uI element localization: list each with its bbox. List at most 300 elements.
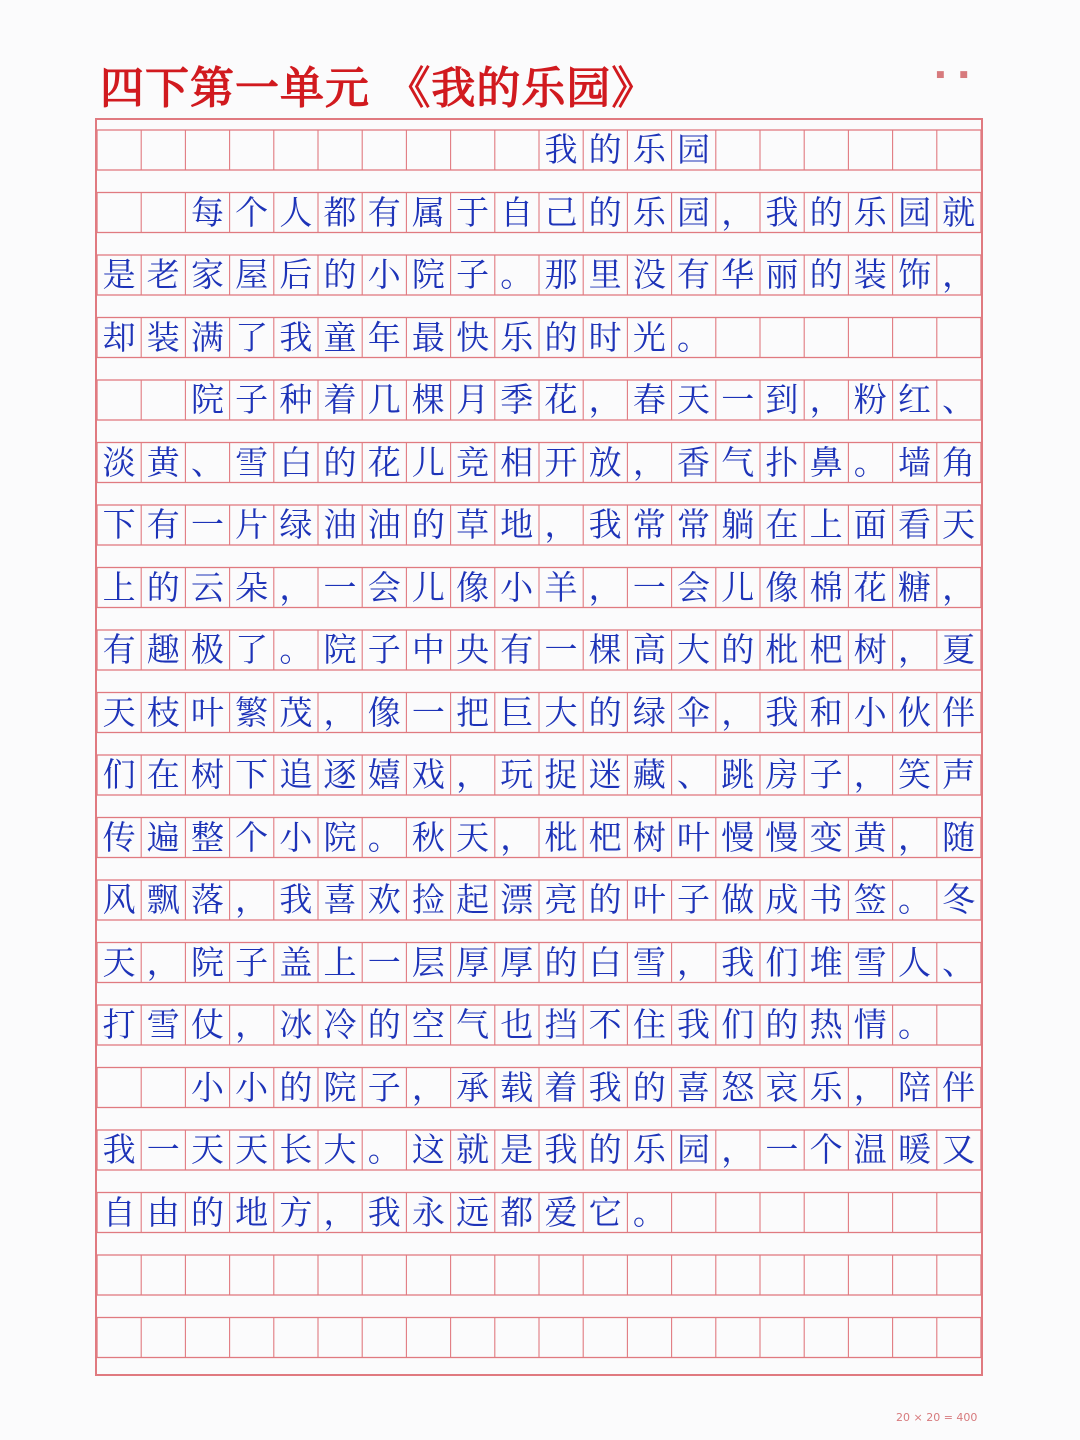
grid-cell: 我 — [279, 317, 313, 357]
grid-cell: 的 — [809, 255, 843, 294]
grid-cell — [671, 1255, 715, 1295]
grid-cell: 漂 — [500, 880, 534, 919]
grid-cell: 伴 — [942, 692, 976, 732]
grid-cell: 墙 — [897, 442, 931, 482]
grid-cell: 和 — [809, 692, 843, 732]
grid-cell: 天 — [235, 1130, 269, 1169]
grid-cell: 屋 — [235, 255, 269, 294]
grid-cell: 。 — [897, 1005, 931, 1044]
grid-cell: 季 — [500, 380, 534, 419]
grid-cell: 院 — [323, 630, 357, 669]
grid-cell: 的 — [809, 192, 843, 232]
grid-cell — [141, 380, 185, 420]
grid-cell: 我 — [544, 130, 578, 169]
grid-cell: 个 — [809, 1130, 843, 1169]
grid-cell: 了 — [235, 630, 269, 669]
grid-cell: 气 — [721, 442, 755, 482]
grid-cell: 我 — [544, 1130, 578, 1169]
grid-cell — [274, 1318, 318, 1358]
grid-cell: 载 — [500, 1067, 534, 1107]
grid-cell: 变 — [809, 817, 843, 857]
grid-cell: 乐 — [500, 317, 534, 357]
essay-row — [97, 568, 985, 608]
grid-cell: 我 — [721, 942, 755, 982]
grid-cell: 传 — [102, 817, 136, 857]
grid-cell: 逐 — [323, 755, 357, 794]
grid-cell — [804, 130, 848, 170]
grid-cell: 就 — [942, 192, 976, 232]
grid-cell — [97, 1318, 141, 1358]
grid-cell: 我 — [367, 1192, 401, 1232]
grid-cell: 声 — [942, 755, 976, 794]
grid-cell — [230, 1318, 274, 1358]
grid-cell: 我 — [102, 1130, 136, 1169]
grid-cell: 院 — [323, 1067, 357, 1107]
grid-cell — [937, 1255, 981, 1295]
grid-cell: 子 — [235, 942, 269, 982]
grid-cell — [406, 1318, 450, 1358]
grid-paper — [95, 118, 983, 1376]
grid-cell: 红 — [897, 380, 931, 419]
grid-cell — [230, 1255, 274, 1295]
grid-cell: 乐 — [632, 130, 666, 169]
grid-cell: 冷 — [323, 1005, 357, 1044]
grid-cell: 在 — [765, 505, 799, 544]
grid-cell: 一 — [544, 630, 578, 669]
grid-cell: 一 — [411, 692, 445, 732]
grid-cell: 仗 — [190, 1005, 224, 1044]
grid-cell: 杷 — [588, 817, 622, 857]
grid-cell: 云 — [190, 567, 224, 607]
grid-cell: 极 — [190, 630, 224, 669]
grid-cell — [627, 1255, 671, 1295]
corner-mark: ■ ■ — [936, 70, 974, 80]
grid-cell: 着 — [323, 380, 357, 419]
grid-cell: 一 — [632, 567, 666, 607]
grid-cell: 自 — [500, 192, 534, 232]
grid-cell: 有 — [146, 505, 180, 544]
grid-cell: 淡 — [102, 442, 136, 482]
grid-cell: 就 — [456, 1130, 490, 1169]
grid-cell — [362, 1255, 406, 1295]
grid-cell: ， — [323, 692, 357, 732]
grid-cell — [97, 130, 141, 170]
grid-cell: 把 — [456, 692, 490, 732]
grid-cell: 大 — [677, 630, 711, 669]
grid-cell: 们 — [102, 755, 136, 794]
grid-cell — [937, 1318, 981, 1358]
grid-cell: ， — [146, 942, 180, 982]
grid-cell: 跳 — [721, 755, 755, 794]
grid-cell: 挡 — [544, 1005, 578, 1044]
grid-cell: 油 — [323, 505, 357, 544]
grid-cell: 层 — [411, 942, 445, 982]
grid-cell: 了 — [235, 317, 269, 357]
grid-cell — [97, 380, 141, 420]
grid-cell: 我 — [677, 1005, 711, 1044]
grid-cell: ， — [235, 880, 269, 919]
grid-cell: 下 — [102, 505, 136, 544]
grid-cell: 上 — [323, 942, 357, 982]
grid-cell: 院 — [190, 942, 224, 982]
grid-cell — [892, 1318, 936, 1358]
grid-cell: 气 — [456, 1005, 490, 1044]
grid-cell: 方 — [279, 1192, 313, 1232]
grid-cell — [760, 1318, 804, 1358]
essay-row — [97, 193, 985, 233]
grid-cell: 成 — [765, 880, 799, 919]
grid-cell: 秋 — [411, 817, 445, 857]
grid-cell: 追 — [279, 755, 313, 794]
grid-cell — [671, 1318, 715, 1358]
grid-cell: 又 — [942, 1130, 976, 1169]
grid-cell: 叶 — [632, 880, 666, 919]
grid-cell: 扑 — [765, 442, 799, 482]
grid-cell: 子 — [367, 1067, 401, 1107]
grid-cell: ， — [721, 192, 755, 232]
grid-cell: 上 — [102, 567, 136, 607]
grid-cell: 面 — [853, 505, 887, 544]
grid-cell: 的 — [588, 130, 622, 169]
grid-cell: 光 — [632, 317, 666, 357]
grid-cell — [539, 1255, 583, 1295]
grid-cell: 怒 — [721, 1067, 755, 1107]
grid-cell: 是 — [102, 255, 136, 294]
grid-cell: 情 — [853, 1005, 887, 1044]
grid-cell — [185, 1255, 229, 1295]
grid-cell: 子 — [809, 755, 843, 794]
grid-cell: 盖 — [279, 942, 313, 982]
grid-cell: 中 — [411, 630, 445, 669]
grid-cell: 丽 — [765, 255, 799, 294]
grid-cell: 童 — [323, 317, 357, 357]
grid-cell: 像 — [456, 567, 490, 607]
grid-cell: 的 — [544, 317, 578, 357]
essay-row — [97, 380, 985, 420]
grid-cell: 慢 — [765, 817, 799, 857]
grid-cell: 每 — [190, 192, 224, 232]
grid-cell: 家 — [190, 255, 224, 294]
grid-cell: 香 — [677, 442, 711, 482]
grid-cell: 玩 — [500, 755, 534, 794]
grid-cell: 月 — [456, 380, 490, 419]
grid-cell — [937, 130, 981, 170]
grid-cell — [495, 130, 539, 170]
grid-cell: 我 — [588, 505, 622, 544]
grid-cell — [804, 318, 848, 358]
grid-cell — [141, 130, 185, 170]
grid-cell — [97, 193, 141, 233]
grid-cell: 整 — [190, 817, 224, 857]
grid-cell: 有 — [500, 630, 534, 669]
grid-cell — [406, 130, 450, 170]
grid-cell: 院 — [411, 255, 445, 294]
grid-cell: 装 — [853, 255, 887, 294]
grid-cell: 伴 — [942, 1067, 976, 1107]
grid-cell — [716, 1193, 760, 1233]
grid-cell: 慢 — [721, 817, 755, 857]
grid-cell — [848, 318, 892, 358]
grid-cell: 雪 — [146, 1005, 180, 1044]
grid-cell: 的 — [367, 1005, 401, 1044]
grid-cell — [318, 1255, 362, 1295]
grid-cell: 常 — [632, 505, 666, 544]
grid-cell — [362, 1318, 406, 1358]
grid-cell: 这 — [411, 1130, 445, 1169]
grid-cell: 黄 — [853, 817, 887, 857]
grid-cell: ， — [588, 567, 622, 607]
grid-cell — [539, 1318, 583, 1358]
grid-cell: 看 — [897, 505, 931, 544]
grid-cell: 由 — [146, 1192, 180, 1232]
grid-cell: 欢 — [367, 880, 401, 919]
grid-cell — [848, 1318, 892, 1358]
essay-row — [97, 255, 985, 295]
grid-cell — [97, 1255, 141, 1295]
grid-cell — [716, 130, 760, 170]
grid-cell: 角 — [942, 442, 976, 482]
grid-cell: 趣 — [146, 630, 180, 669]
grid-cell: 几 — [367, 380, 401, 419]
grid-cell: 下 — [235, 755, 269, 794]
grid-cell: 我 — [279, 880, 313, 919]
grid-cell: 叶 — [190, 692, 224, 732]
grid-cell — [141, 193, 185, 233]
grid-cell — [848, 130, 892, 170]
essay-row — [97, 1255, 985, 1295]
grid-cell: 不 — [588, 1005, 622, 1044]
grid-cell: ， — [632, 442, 666, 482]
grid-cell: 有 — [102, 630, 136, 669]
grid-cell: 天 — [677, 380, 711, 419]
grid-cell: 有 — [367, 192, 401, 232]
grid-cell: 白 — [588, 942, 622, 982]
grid-cell: 绿 — [632, 692, 666, 732]
essay-row — [97, 443, 985, 483]
grid-cell — [716, 1255, 760, 1295]
grid-cell — [937, 318, 981, 358]
grid-cell: 子 — [677, 880, 711, 919]
grid-cell: 树 — [853, 630, 887, 669]
grid-cell: 高 — [632, 630, 666, 669]
grid-cell: ， — [235, 1005, 269, 1044]
grid-cell — [97, 1068, 141, 1108]
grid-cell: 乐 — [632, 1130, 666, 1169]
grid-cell: 也 — [500, 1005, 534, 1044]
grid-cell: ， — [588, 380, 622, 419]
grid-cell: 子 — [235, 380, 269, 419]
essay-row — [97, 880, 985, 920]
grid-cell: 春 — [632, 380, 666, 419]
grid-cell: 、 — [190, 442, 224, 482]
grid-cell: 、 — [942, 942, 976, 982]
essay-row — [97, 318, 985, 358]
grid-cell: 相 — [500, 442, 534, 482]
grid-cell: 乐 — [632, 192, 666, 232]
grid-cell: 随 — [942, 817, 976, 857]
grid-cell: 油 — [367, 505, 401, 544]
grid-cell: 天 — [456, 817, 490, 857]
grid-cell: 房 — [765, 755, 799, 794]
grid-cell: 儿 — [411, 442, 445, 482]
grid-cell: 陪 — [897, 1067, 931, 1107]
grid-count-label: 20 × 20 = 400 — [896, 1411, 978, 1424]
grid-cell: ， — [677, 942, 711, 982]
grid-cell — [185, 1318, 229, 1358]
grid-cell: ， — [323, 1192, 357, 1232]
grid-cell: 央 — [456, 630, 490, 669]
grid-cell: 远 — [456, 1192, 490, 1232]
grid-cell: 、 — [677, 755, 711, 794]
grid-cell: 己 — [544, 192, 578, 232]
grid-cell: 起 — [456, 880, 490, 919]
grid-cell: 华 — [721, 255, 755, 294]
grid-cell: 的 — [588, 880, 622, 919]
grid-cell: 时 — [588, 317, 622, 357]
essay-row — [97, 693, 985, 733]
grid-cell: 子 — [367, 630, 401, 669]
grid-cell — [141, 1318, 185, 1358]
grid-cell — [495, 1255, 539, 1295]
grid-cell: 园 — [897, 192, 931, 232]
essay-row — [97, 630, 985, 670]
grid-cell: 花 — [544, 380, 578, 419]
grid-cell: 子 — [456, 255, 490, 294]
grid-cell: 装 — [146, 317, 180, 357]
grid-cell — [892, 1193, 936, 1233]
grid-cell: ， — [942, 255, 976, 294]
grid-cell: 杷 — [809, 630, 843, 669]
grid-cell: 院 — [190, 380, 224, 419]
grid-cell: 空 — [411, 1005, 445, 1044]
grid-cell — [760, 1255, 804, 1295]
grid-cell: 。 — [897, 880, 931, 919]
grid-cell: 们 — [721, 1005, 755, 1044]
grid-cell: 温 — [853, 1130, 887, 1169]
grid-cell — [451, 1255, 495, 1295]
grid-cell: 做 — [721, 880, 755, 919]
grid-cell — [760, 130, 804, 170]
grid-cell: 的 — [279, 1067, 313, 1107]
grid-cell: 人 — [897, 942, 931, 982]
grid-cell: 树 — [632, 817, 666, 857]
grid-cell: 个 — [235, 817, 269, 857]
grid-cell: 雪 — [235, 442, 269, 482]
grid-cell: 是 — [500, 1130, 534, 1169]
grid-cell: 厚 — [500, 942, 534, 982]
grid-cell: 园 — [677, 1130, 711, 1169]
grid-cell: 粉 — [853, 380, 887, 419]
grid-cell: 花 — [367, 442, 401, 482]
grid-cell: 伞 — [677, 692, 711, 732]
grid-cell: 的 — [588, 1130, 622, 1169]
grid-cell: 承 — [456, 1067, 490, 1107]
grid-cell: 。 — [367, 817, 401, 857]
essay-row — [97, 505, 985, 545]
grid-cell: 后 — [279, 255, 313, 294]
grid-cell: ， — [897, 630, 931, 669]
grid-cell — [892, 130, 936, 170]
grid-cell: 没 — [632, 255, 666, 294]
page-title: 四下第一单元 《我的乐园》 — [100, 63, 657, 114]
grid-cell: 大 — [323, 1130, 357, 1169]
grid-cell: 。 — [632, 1192, 666, 1232]
grid-cell: 花 — [853, 567, 887, 607]
grid-cell: 儿 — [411, 567, 445, 607]
grid-cell: 个 — [235, 192, 269, 232]
grid-cell: ， — [411, 1067, 445, 1107]
grid-cell — [406, 1255, 450, 1295]
grid-cell: ， — [456, 755, 490, 794]
grid-cell: 种 — [279, 380, 313, 419]
grid-cell: 糖 — [897, 567, 931, 607]
grid-cell: 哀 — [765, 1067, 799, 1107]
grid-cell: 常 — [677, 505, 711, 544]
grid-cell — [892, 1255, 936, 1295]
grid-cell: 住 — [632, 1005, 666, 1044]
grid-cell — [274, 1255, 318, 1295]
grid-cell — [318, 130, 362, 170]
grid-cell: 笑 — [897, 755, 931, 794]
grid-cell — [804, 1255, 848, 1295]
grid-cell: 。 — [500, 255, 534, 294]
grid-cell: 里 — [588, 255, 622, 294]
grid-cell: 竞 — [456, 442, 490, 482]
grid-cell — [760, 318, 804, 358]
grid-cell — [141, 1255, 185, 1295]
grid-cell: 会 — [367, 567, 401, 607]
grid-cell — [583, 1255, 627, 1295]
grid-cell: ， — [279, 567, 313, 607]
grid-cell: 冰 — [279, 1005, 313, 1044]
grid-cell: 遍 — [146, 817, 180, 857]
grid-cell: ， — [721, 1130, 755, 1169]
grid-cell — [362, 130, 406, 170]
grid-cell — [495, 1318, 539, 1358]
grid-cell: 一 — [323, 567, 357, 607]
grid-cell: 的 — [323, 442, 357, 482]
grid-cell: 园 — [677, 192, 711, 232]
essay-row — [97, 818, 985, 858]
grid-cell: 的 — [588, 192, 622, 232]
essay-row — [97, 755, 985, 795]
grid-cell: 藏 — [632, 755, 666, 794]
essay-row — [97, 1068, 985, 1108]
grid-cell: 像 — [367, 692, 401, 732]
grid-cell: 躺 — [721, 505, 755, 544]
grid-cell: 长 — [279, 1130, 313, 1169]
grid-cell: 捡 — [411, 880, 445, 919]
grid-cell: 、 — [942, 380, 976, 419]
grid-cell: ， — [544, 505, 578, 544]
grid-cell: 小 — [235, 1067, 269, 1107]
grid-cell: 堆 — [809, 942, 843, 982]
grid-cell: 最 — [411, 317, 445, 357]
grid-cell: 会 — [677, 567, 711, 607]
grid-cell: 树 — [190, 755, 224, 794]
grid-cell: 迷 — [588, 755, 622, 794]
grid-cell: 枇 — [765, 630, 799, 669]
grid-cell — [760, 1193, 804, 1233]
grid-cell: 乐 — [809, 1067, 843, 1107]
grid-cell: 冬 — [942, 880, 976, 919]
grid-cell — [937, 1193, 981, 1233]
grid-cell: 黄 — [146, 442, 180, 482]
grid-cell: 一 — [190, 505, 224, 544]
grid-cell — [185, 130, 229, 170]
essay-row — [97, 1130, 985, 1170]
grid-cell: 一 — [721, 380, 755, 419]
